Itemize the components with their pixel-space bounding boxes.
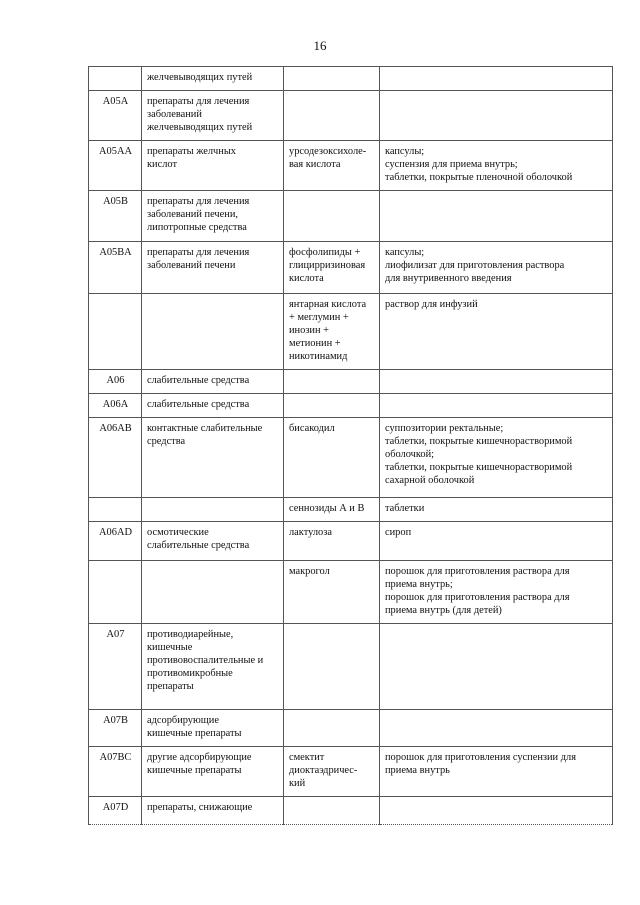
substance-line: янтарная кислота — [289, 299, 367, 310]
atc-code-cell: A05B — [89, 191, 142, 242]
substance-cell — [284, 91, 380, 141]
substance-cell — [284, 242, 380, 294]
dosage-forms-line: порошок для приготовления раствора для — [385, 566, 570, 577]
atc-group-line: препараты, снижающие — [147, 802, 253, 813]
atc-code-cell: A07B — [89, 710, 142, 747]
atc-group-cell — [142, 797, 284, 825]
substance-line: макрогол — [289, 566, 330, 577]
table-row — [89, 242, 613, 294]
atc-code-cell: A05A — [89, 91, 142, 141]
substance-line: диоктаэдричес- — [289, 765, 358, 776]
atc-group-line: заболеваний печени, — [147, 209, 238, 220]
atc-group-cell — [142, 91, 284, 141]
atc-group-line: препараты для лечения — [147, 96, 250, 107]
table-row — [89, 394, 613, 418]
atc-group-line: слабительные средства — [147, 375, 250, 386]
atc-group-cell — [142, 747, 284, 797]
dosage-forms-line: капсулы; — [385, 146, 425, 157]
dosage-forms-cell — [380, 67, 613, 91]
dosage-forms-cell — [380, 294, 613, 370]
substance-cell — [284, 522, 380, 561]
substance-cell — [284, 370, 380, 394]
substance-line: бисакодил — [289, 423, 335, 434]
dosage-forms-line: оболочкой; — [385, 449, 435, 460]
atc-code-cell: A06 — [89, 370, 142, 394]
substance-line: сеннозиды А и В — [289, 503, 365, 514]
table-body — [89, 67, 613, 825]
atc-group-line: кишечные препараты — [147, 728, 242, 739]
substance-line: никотинамид — [289, 351, 348, 362]
substance-cell — [284, 418, 380, 498]
substance-line: кий — [289, 778, 306, 789]
table-row — [89, 624, 613, 710]
dosage-forms-cell — [380, 498, 613, 522]
substance-line: инозин + — [289, 325, 329, 336]
substance-line: + меглумин + — [289, 312, 349, 323]
atc-code-cell: A07D — [89, 797, 142, 825]
dosage-forms-cell — [380, 141, 613, 191]
atc-group-cell — [142, 67, 284, 91]
atc-group-cell — [142, 561, 284, 624]
dosage-forms-cell — [380, 418, 613, 498]
dosage-forms-line: приема внутрь; — [385, 579, 453, 590]
atc-code-cell — [89, 498, 142, 522]
table-row — [89, 294, 613, 370]
atc-group-line: другие адсорбирующие — [147, 752, 252, 763]
atc-group-cell — [142, 710, 284, 747]
dosage-forms-cell — [380, 370, 613, 394]
atc-group-line: осмотические — [147, 527, 209, 538]
atc-group-line: желчевыводящих путей — [147, 122, 253, 133]
table-row — [89, 370, 613, 394]
atc-code-cell: A06AB — [89, 418, 142, 498]
atc-group-line: липотропные средства — [147, 222, 247, 233]
atc-group-cell — [142, 141, 284, 191]
page-number: 16 — [313, 38, 327, 53]
table-row — [89, 710, 613, 747]
atc-code-cell: A05AA — [89, 141, 142, 191]
dosage-forms-cell — [380, 522, 613, 561]
table-row — [89, 418, 613, 498]
atc-code-cell — [89, 67, 142, 91]
atc-code-cell: A06A — [89, 394, 142, 418]
table-row — [89, 747, 613, 797]
substance-line: смектит — [289, 752, 325, 763]
substance-cell — [284, 797, 380, 825]
table-row — [89, 67, 613, 91]
substance-cell — [284, 67, 380, 91]
dosage-forms-cell — [380, 394, 613, 418]
atc-group-line: желчевыводящих путей — [147, 72, 253, 83]
dosage-forms-line: для внутривенного введения — [385, 273, 512, 284]
dosage-forms-line: раствор для инфузий — [385, 299, 478, 310]
atc-group-line: слабительные средства — [147, 399, 250, 410]
dosage-forms-cell — [380, 561, 613, 624]
dosage-forms-line: капсулы; — [385, 247, 425, 258]
dosage-forms-line: таблетки — [385, 503, 425, 514]
dosage-forms-line: приема внутрь — [385, 765, 450, 776]
atc-group-cell — [142, 370, 284, 394]
dosage-forms-line: таблетки, покрытые кишечнорастворимой — [385, 436, 573, 447]
table-row — [89, 797, 613, 825]
atc-group-line: препараты для лечения — [147, 247, 250, 258]
atc-group-line: адсорбирующие — [147, 715, 219, 726]
dosage-forms-line: порошок для приготовления суспензии для — [385, 752, 576, 763]
atc-group-line: противовоспалительные и — [147, 655, 264, 666]
atc-group-line: противомикробные — [147, 668, 233, 679]
table-row — [89, 522, 613, 561]
atc-code-cell: A07 — [89, 624, 142, 710]
dosage-forms-cell — [380, 747, 613, 797]
atc-group-line: кислот — [147, 159, 178, 170]
table-row — [89, 498, 613, 522]
atc-group-cell — [142, 498, 284, 522]
substance-cell — [284, 191, 380, 242]
dosage-forms-cell — [380, 797, 613, 825]
dosage-forms-line: сахарной оболочкой — [385, 475, 475, 486]
dosage-forms-line: порошок для приготовления раствора для — [385, 592, 570, 603]
substance-line: кислота — [289, 273, 324, 284]
dosage-forms-line: таблетки, покрытые кишечнорастворимой — [385, 462, 573, 473]
substance-cell — [284, 141, 380, 191]
dosage-forms-cell — [380, 710, 613, 747]
atc-group-line: противодиарейные, — [147, 629, 234, 640]
atc-group-cell — [142, 624, 284, 710]
atc-group-line: контактные слабительные — [147, 423, 263, 434]
atc-group-line: препараты — [147, 681, 194, 692]
atc-group-cell — [142, 191, 284, 242]
atc-group-line: средства — [147, 436, 186, 447]
substance-line: фосфолипиды + — [289, 247, 361, 258]
substance-cell — [284, 747, 380, 797]
atc-group-cell — [142, 242, 284, 294]
dosage-forms-cell — [380, 191, 613, 242]
atc-group-line: препараты для лечения — [147, 196, 250, 207]
dosage-forms-line: таблетки, покрытые пленочной оболочкой — [385, 172, 573, 183]
substance-line: лактулоза — [289, 527, 332, 538]
atc-code-cell — [89, 294, 142, 370]
atc-group-line: заболеваний печени — [147, 260, 236, 271]
substance-cell — [284, 394, 380, 418]
atc-group-cell — [142, 522, 284, 561]
substance-line: урсодезоксихоле- — [289, 146, 367, 157]
drug-table — [88, 66, 613, 825]
table-row — [89, 561, 613, 624]
substance-line: метионин + — [289, 338, 341, 349]
atc-group-cell — [142, 394, 284, 418]
dosage-forms-line: суспензия для приема внутрь; — [385, 159, 518, 170]
atc-group-cell — [142, 418, 284, 498]
atc-code-cell: A07BC — [89, 747, 142, 797]
dosage-forms-line: приема внутрь (для детей) — [385, 605, 502, 616]
atc-group-line: кишечные препараты — [147, 765, 242, 776]
substance-cell — [284, 498, 380, 522]
atc-code-cell — [89, 561, 142, 624]
atc-group-line: заболеваний — [147, 109, 202, 120]
atc-group-line: препараты желчных — [147, 146, 236, 157]
atc-group-cell — [142, 294, 284, 370]
atc-code-cell: A05BA — [89, 242, 142, 294]
dosage-forms-line: суппозитории ректальные; — [385, 423, 504, 434]
substance-cell — [284, 710, 380, 747]
dosage-forms-line: лиофилизат для приготовления раствора — [385, 260, 565, 271]
atc-group-line: слабительные средства — [147, 540, 250, 551]
dosage-forms-cell — [380, 242, 613, 294]
substance-cell — [284, 561, 380, 624]
table-row — [89, 91, 613, 141]
table-row — [89, 141, 613, 191]
substance-line: глицирризиновая — [289, 260, 366, 271]
dosage-forms-line: сироп — [385, 527, 412, 538]
substance-cell — [284, 624, 380, 710]
atc-code-cell: A06AD — [89, 522, 142, 561]
atc-group-line: кишечные — [147, 642, 193, 653]
dosage-forms-cell — [380, 624, 613, 710]
dosage-forms-cell — [380, 91, 613, 141]
table-row — [89, 191, 613, 242]
substance-line: вая кислота — [289, 159, 341, 170]
substance-cell — [284, 294, 380, 370]
